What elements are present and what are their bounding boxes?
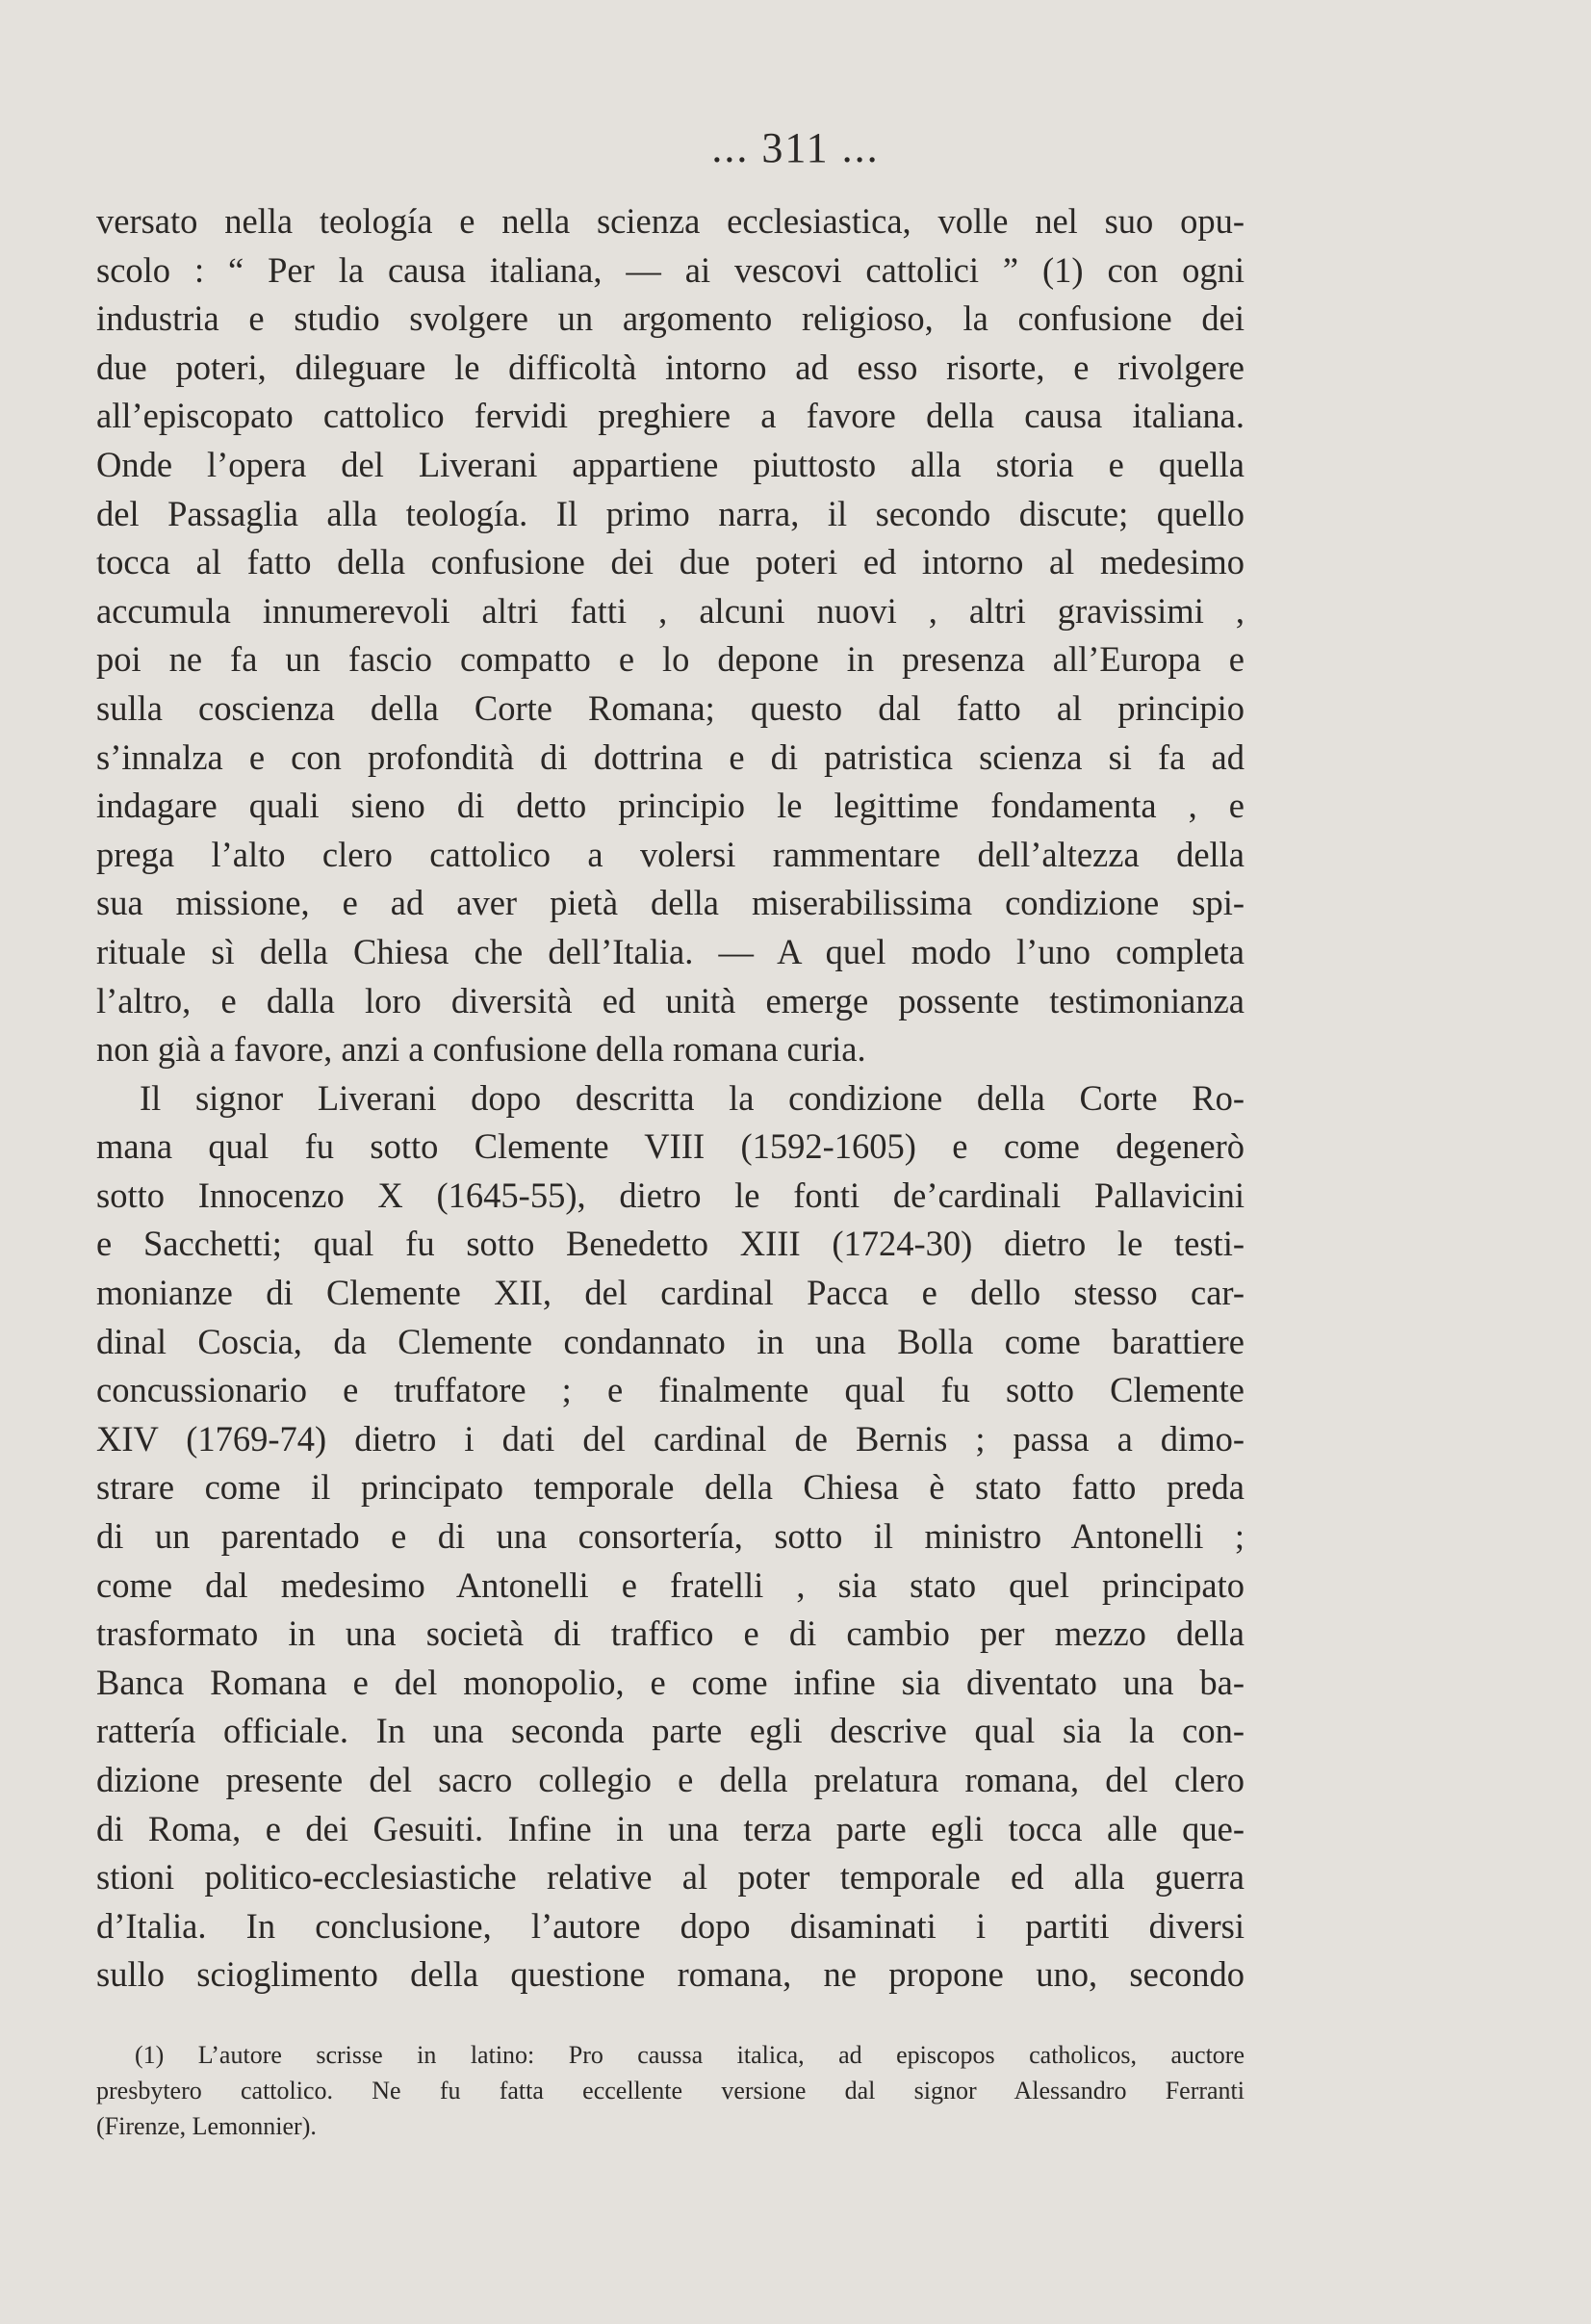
- text-line: industria e studio svolgere un argomento religioso, la confusione dei: [96, 298, 1245, 339]
- footnote-line: (Firenze, Lemonnier).: [96, 2112, 317, 2140]
- text-line: s’innalza e con profondità di dottrina e di patristica scienza si fa ad: [96, 736, 1245, 777]
- text-line: XIV (1769-74) dietro i dati del cardinal de Bernis ; passa a dimo-: [96, 1418, 1245, 1459]
- text-line: accumula innumerevoli altri fatti , alcuni nuovi , altri gravissimi ,: [96, 590, 1245, 631]
- text-line: tocca al fatto della confusione dei due poteri ed intorno al medesimo: [96, 542, 1245, 582]
- text-line: di un parentado e di una consortería, sotto il ministro Antonelli ;: [96, 1516, 1245, 1557]
- text-line: stioni politico-ecclesiastiche relative al poter temporale ed alla guerra: [96, 1857, 1245, 1898]
- text-line: Onde l’opera del Liverani appartiene piuttosto alla storia e quella: [96, 444, 1245, 484]
- text-line: Banca Romana e del monopolio, e come infine sia diventato una ba-: [96, 1662, 1245, 1702]
- text-line: rattería officiale. In una seconda parte egli descrive qual sia la con-: [96, 1711, 1245, 1751]
- text-line: scolo : “ Per la causa italiana, — ai vescovi cattolici ” (1) con ogni: [96, 249, 1245, 290]
- text-line: sullo scioglimento della questione romana, ne propone uno, secondo: [96, 1954, 1245, 1995]
- footnote-line: (1) L’autore scrisse in latino: Pro caussa italica, ad episcopos catholicos, auctore: [135, 2041, 1245, 2069]
- text-line: poi ne fa un fascio compatto e lo depone in presenza all’Europa e: [96, 639, 1245, 680]
- text-line: sua missione, e ad aver pietà della miserabilissima condizione spi-: [96, 883, 1245, 923]
- text-line: come dal medesimo Antonelli e fratelli , sia stato quel principato: [96, 1564, 1245, 1605]
- text-line: strare come il principato temporale della Chiesa è stato fatto preda: [96, 1467, 1245, 1508]
- text-line: d’Italia. In conclusione, l’autore dopo disaminati i partiti diversi: [96, 1905, 1245, 1946]
- text-line: mana qual fu sotto Clemente VIII (1592-1605) e come degenerò: [96, 1126, 1245, 1167]
- text-line: monianze di Clemente XII, del cardinal Pacca e dello stesso car-: [96, 1273, 1245, 1313]
- footnotes: [96, 2037, 1245, 2144]
- text-line: l’altro, e dalla loro diversità ed unità emerge possente testimonianza: [96, 980, 1245, 1020]
- text-line: del Passaglia alla teología. Il primo narra, il secondo discute; quello: [96, 493, 1245, 533]
- text-line: rituale sì della Chiesa che dell’Italia. — A quel modo l’uno completa: [96, 931, 1245, 971]
- text-line: concussionario e truffatore ; e finalmente qual fu sotto Clemente: [96, 1370, 1245, 1410]
- text-line: non già a favore, anzi a confusione della romana curia.: [96, 1029, 866, 1070]
- text-line: di Roma, e dei Gesuiti. Infine in una terza parte egli tocca alle que-: [96, 1808, 1245, 1848]
- text-line: all’episcopato cattolico fervidi preghiere a favore della causa italiana.: [96, 396, 1245, 436]
- text-line: dinal Coscia, da Clemente condannato in una Bolla come barattiere: [96, 1321, 1245, 1361]
- footnote-line: presbytero cattolico. Ne fu fatta eccellente versione dal signor Alessandro Ferranti: [96, 2077, 1245, 2105]
- text-line: trasformato in una società di traffico e di cambio per mezzo della: [96, 1614, 1245, 1654]
- page-number: ... 311 ...: [711, 124, 880, 171]
- text-line: sulla coscienza della Corte Romana; questo dal fatto al principio: [96, 687, 1245, 728]
- text-line: versato nella teología e nella scienza ecclesiastica, volle nel suo opu-: [96, 201, 1245, 241]
- text-line: dizione presente del sacro collegio e della prelatura romana, del clero: [96, 1760, 1245, 1799]
- body-text: [96, 197, 1245, 2000]
- text-line: due poteri, dileguare le difficoltà intorno ad esso risorte, e rivolgere: [96, 347, 1245, 387]
- text-line: Il signor Liverani dopo descritta la condizione della Corte Ro-: [140, 1077, 1245, 1118]
- text-line: prega l’alto clero cattolico a volersi rammentare dell’altezza della: [96, 834, 1245, 874]
- text-line: sotto Innocenzo X (1645-55), dietro le fonti de’cardinali Pallavicini: [96, 1175, 1245, 1215]
- text-line: e Sacchetti; qual fu sotto Benedetto XIII (1724-30) dietro le testi-: [96, 1224, 1245, 1264]
- text-line: indagare quali sieno di detto principio le legittime fondamenta , e: [96, 786, 1245, 826]
